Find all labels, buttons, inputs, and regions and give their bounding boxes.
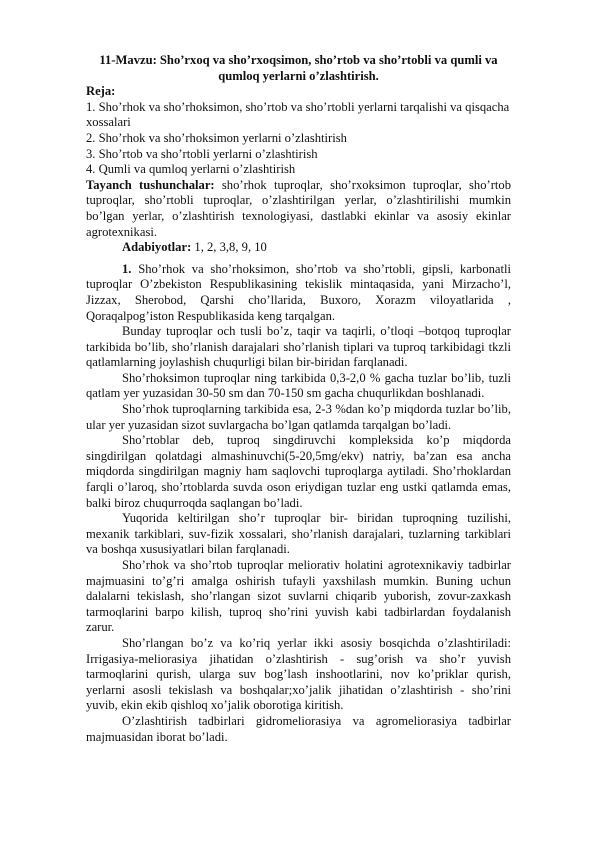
key-concepts <box>86 178 511 240</box>
document-page <box>86 53 511 745</box>
references <box>86 240 511 256</box>
references-text: 1, 2, 3,8, 9, 10 <box>191 240 267 255</box>
plan-item: 3. Sho’rtob va sho’rtobli yerlarni o’zlashtirish <box>86 146 318 161</box>
document-title: 11-Mavzu: Sho’rxoq va sho’rxoqsimon, sho’rtob va sho’rtobli va qumli va qumloq yerlarni o’zlashtirish. <box>99 53 498 83</box>
plan-item: 4. Qumli va qumloq yerlarni o’zlashtirish <box>86 162 296 177</box>
paragraph-text: Sho’rhok va sho’rhoksimon, sho’rtob va sho’rtobli, gipsli, karbonatli tuproqlar O’zbekiston Respublikasining tekislik mintaqasida, yani Mirzacho’l, Jizzax, Sherobod, Qarshi cho’llarida, Buxoro, Xorazm viloyatlarida , Qoraqalpog’iston Respublikasida keng tarqalgan. <box>86 261 511 323</box>
plan-item: 2. Sho’rhok va sho’rhoksimon yerlarni o’zlashtirish <box>86 130 347 145</box>
key-concepts-text: sho’rhok tuproqlar, sho’rxoksimon tuproqlar, sho’rtob tuproqlar, sho’rtobli tuproqlar, o’zlashtirilgan yerlar, o’zlashtirilishi mumkin bo’lgan yerlar, o’zlashtirish texnologiyasi, dastlabki ekinlar va asosiy ekinlar agrotexnikasi. <box>86 177 511 239</box>
paragraph: Sho’rhok tuproqlarning tarkibida esa, 2-3 %dan ko’p miqdorda tuzlar bo’lib, ular yer yuzasidan sizot suvlargacha bo’lgan qatlamda tarqalgan bo’ladi. <box>86 402 511 432</box>
plan-label: Reja: <box>86 84 116 99</box>
paragraph-1 <box>86 262 511 324</box>
paragraph: Bunday tuproqlar och tusli bo’z, taqir va taqirli, o’tloqi –botqoq tuproqlar tarkibida bo’lib, sho’rlanish darajalari sho’rlanish tiplari va tuproq tarkibidagi tkzli qatlamlarning joylashish chuqurligi bilan bir-biridan farqlanadi. <box>86 324 511 370</box>
references-label: Adabiyotlar: <box>122 240 192 255</box>
paragraph: Yuqorida keltirilgan sho’r tuproqlar bir- biridan tuproqning tuzilishi, mexanik tarkiblari, suv-fizik xossalari, sho’rlanish darajalari, tuzlarning tarkiblari va boshqa xususiyatlari bilan farqlanadi. <box>86 511 511 557</box>
plan-item: 1. Sho’rhok va sho’rhoksimon, sho’rtob va sho’rtobli yerlarni tarqalishi va qisqacha xossalari <box>86 99 510 130</box>
key-concepts-label: Tayanch tushunchalar: <box>86 177 215 192</box>
paragraph: Sho’rtoblar deb, tuproq singdiruvchi kompleksida ko’p miqdorda singdirilgan qolatdagi almashinuvchi(5-20,5mg/ekv) natriy, ba’zan esa ancha miqdorda singdirilgan magniy ham saqlovchi tuproqlarga aytiladi. Sho’rhoklardan farqli o’laroq, sho’rtoblarda suvda oson eriydigan tuzlar eng ustki qatlamda emas, balki biroz chuqurroqda saqlangan bo’ladi. <box>86 433 511 510</box>
paragraph: Sho’rhoksimon tuproqlar ning tarkibida 0,3-2,0 % gacha tuzlar bo’lib, tuzli qatlam yer yuzasidan 30-50 sm dan 70-150 sm gacha chuqurlikdan boshlanadi. <box>86 370 511 401</box>
paragraph: Sho’rhok va sho’rtob tuproqlar meliorativ holatini agrotexnikaviy tadbirlar majmuasini to’g’ri amalga oshirish tufayli yaxshilash mumkin. Buning uchun dalalarni tekislash, sho’rlangan sizot suvlarni chiqarib yuborish, zovur-zaxkash tarmoqlarini barpo kilish, tuproq sho’rini yuvish kabi tadbirlardan foydalanish zarur. <box>86 558 511 635</box>
paragraph-number: 1. <box>122 261 132 276</box>
paragraph: Sho’rlangan bo’z va ko’riq yerlar ikki asosiy bosqichda o’zlashtiriladi: Irrigasiya-meliorasiya jihatidan o’zlashtirish - sug’orish va sho’r yuvish tarmoqlarini qurish, ularga suv bog’lash inshootlarini, nov ko’priklar qurish, yerlarni asosli tekislash va boshqalar;xo’jalik jihatidan o’zlashtirish - sho’rini yuvib, ekin ekib qishloq xo’jalik oborotiga kiritish. <box>86 635 511 713</box>
paragraph: O’zlashtirish tadbirlari gidromeliorasiya va agromeliorasiya tadbirlar majmuasidan iborat bo’ladi. <box>86 713 511 744</box>
